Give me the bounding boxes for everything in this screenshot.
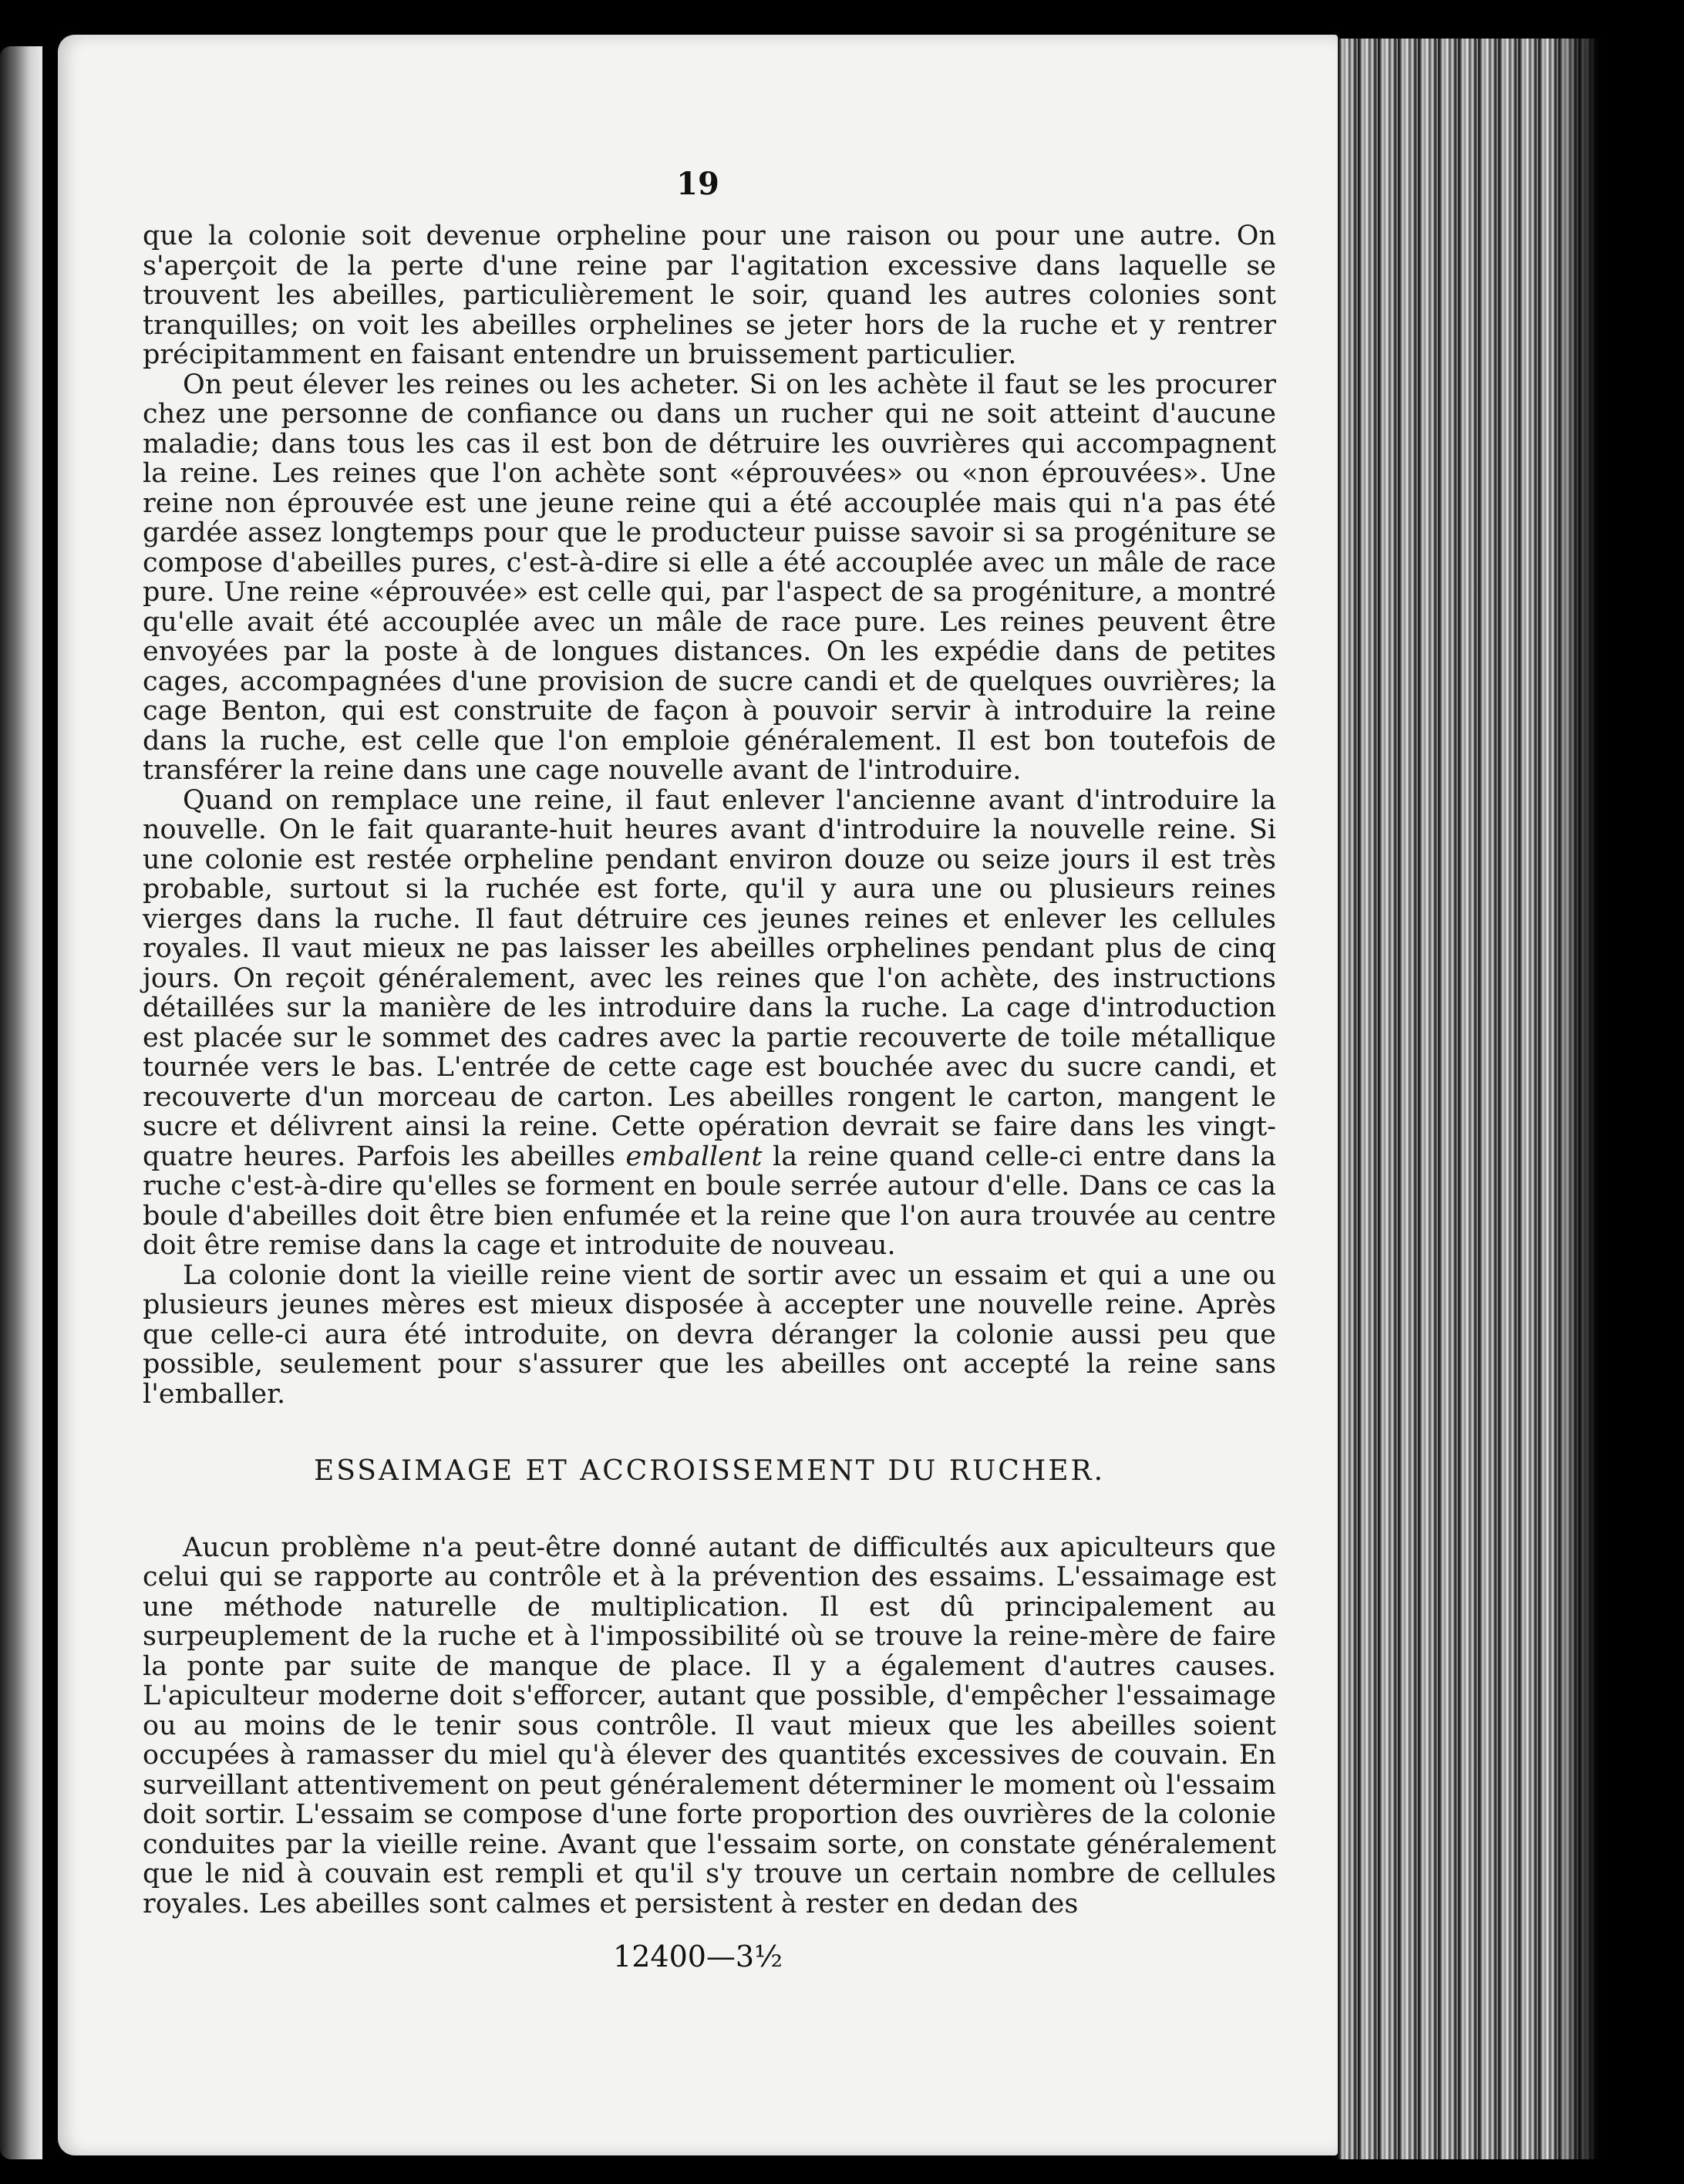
paragraph-remplacer-reine-start: Quand on remplace une reine, il faut enlever l'ancienne avant d'introduire la nouvelle. On le fait quarante-huit heures avant d'introduire la nouvelle reine. Si une colonie est restée orpheline pendant environ douze ou seize jours il est très probable, surtout si la ruchée est forte, qu'il y aura une ou plusieurs reines vierges dans la ruche. Il faut détruire ces jeunes reines et enlever les cellules royales. Il vaut mieux ne pas laisser les abeilles orphelines pendant plus de cinq jours. On reçoit généralement, avec les reines que l'on achète, des instructions détaillées sur la manière de les introduire dans la ruche. La cage d'introduction est placée sur le sommet des cadres avec la partie recouverte de toile métallique tournée vers le bas. L'entrée de cette cage est bouchée avec du sucre candi, et recouverte d'un morceau de carton. Les abeilles rongent le carton, mangent le sucre et délivrent ainsi la reine. Cette opération devrait se faire dans les vingt-quatre heures. Parfois les abeilles <box>143 784 1276 1172</box>
paragraph-orpheline: que la colonie soit devenue orpheline pour une raison ou pour une autre. On s'aperçoit de la perte d'une reine par l'agitation excessive dans laquelle se trouvent les abeilles, particulièrement le soir, quand les autres colonies sont tranquilles; on voit les abeilles orphelines se jeter hors de la ruche et y rentrer précipitamment en faisant entendre un bruissement particulier. <box>143 221 1276 370</box>
page-number: 19 <box>676 166 719 202</box>
paragraph-essaimage: Aucun problème n'a peut-être donné autant de difficultés aux apiculteurs que celui qui se rapporte au contrôle et à la prévention des essaims. L'essaimage est une méthode naturelle de multiplication. Il est dû principalement au surpeuplement de la ruche et à l'impossibilité où se trouve la reine-mère de faire la ponte par suite de manque de place. Il y a également d'autres causes. L'apiculteur moderne doit s'efforcer, autant que possible, d'empêcher l'essaimage ou au moins de le tenir sous contrôle. Il vaut mieux que les abeilles soient occupées à ramasser du miel qu'à élever des quantités excessives de couvain. En surveillant attentivement on peut généralement déterminer le moment où l'essaim doit sortir. L'essaim se compose d'une forte proportion des ouvrières de la colonie conduites par la vieille reine. Avant que l'essaim sorte, on constate généralement que le nid à couvain est rempli et qu'il s'y trouve un certain nombre de cellules royales. Les abeilles sont calmes et persistent à rester en dedan des <box>143 1532 1276 1919</box>
paragraph-vieille-reine: La colonie dont la vieille reine vient de sortir avec un essaim et qui a une ou plusieurs jeunes mères est mieux disposée à accepter une nouvelle reine. Après que celle-ci aura été introduite, on devra déranger la colonie aussi peu que possible, seulement pour s'assurer que les abeilles ont accepté la reine sans l'emballer. <box>143 1259 1276 1410</box>
printer-signature-mark: 12400—3½ <box>613 1940 783 1973</box>
emphasis-word: emballent <box>625 1141 763 1172</box>
paragraph-remplacer-reine <box>143 786 1276 1261</box>
book-page <box>58 35 1338 2155</box>
book-page-edges <box>1338 39 1600 2159</box>
paragraph-acheter-reines: On peut élever les reines ou les acheter. Si on les achète il faut se les procurer chez une personne de confiance ou dans un rucher qui ne soit atteint d'aucune maladie; dans tous les cas il est bon de détruire les ouvrières qui accompagnent la reine. Les reines que l'on achète sont «éprouvées» ou «non éprouvées». Une reine non éprouvée est une jeune reine qui a été accouplée mais qui n'a pas été gardée assez longtemps pour que le producteur puisse savoir si sa progéniture se compose d'abeilles pures, c'est-à-dire si elle a été accouplée avec un mâle de race pure. Une reine «éprouvée» est celle qui, par l'aspect de sa progéniture, a montré qu'elle avait été accouplée avec un mâle de race pure. Les reines peuvent être envoyées par la poste à de longues distances. On les expédie dans de petites cages, accompagnées d'une provision de sucre candi et de quelques ouvrières; la cage Benton, qui est construite de façon à pouvoir servir à introduire la reine dans la ruche, est celle que l'on emploie généralement. Il est bon toutefois de transférer la reine dans une cage nouvelle avant de l'introduire. <box>143 369 1276 786</box>
section-heading: ESSAIMAGE ET ACCROISSEMENT DU RUCHER. <box>313 1455 1106 1487</box>
page-body-text <box>143 221 1276 1919</box>
adjacent-page-edge <box>0 46 42 2159</box>
paragraph-remplacer-reine-end: la reine quand celle-ci entre dans la ruche c'est-à-dire qu'elles se forment en boule serrée autour d'elle. Dans ce cas la boule d'abeilles doit être bien enfumée et la reine que l'on aura trouvée au centre doit être remise dans la cage et introduite de nouveau. <box>143 1141 1276 1261</box>
